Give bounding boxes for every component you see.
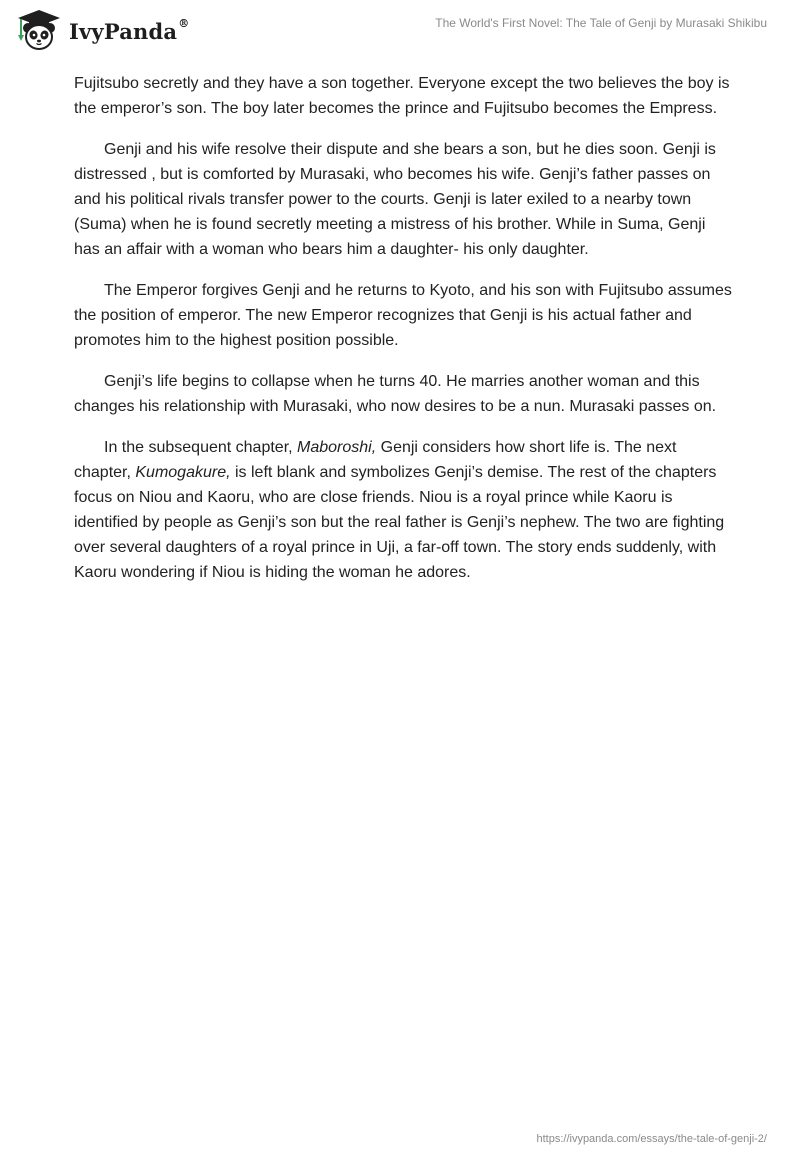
chapter-title-kumogakure: Kumogakure, [135, 464, 231, 481]
paragraph-5-text-1: In the subsequent chapter, [104, 439, 298, 456]
paragraph-5-text-2: Genji considers how short life is. The next chapter, [74, 439, 677, 481]
paragraph-4: Genji’s life begins to collapse when he turns 40. He marries another woman and this changes his relationship with Murasaki, who now desires to be a nun. Murasaki passes on. [74, 373, 717, 415]
paragraph-5-text-3: is left blank and symbolizes Genji’s demise. The rest of the chapters focus on Niou and Kaoru, who are close friends. Niou is a royal prince while Kaoru is identified by people as Genji’s son but the real father is Genji’s nephew. The two are fighting over several daughters of a royal prince in Uji, a far-off town. The story ends suddenly, with Kaoru wondering if Niou is hiding the woman he adores. [74, 464, 725, 581]
registered-mark: ® [178, 16, 190, 30]
document-title: The World's First Novel: The Tale of Genji by Murasaki Shikibu [435, 16, 767, 30]
paragraph-3: The Emperor forgives Genji and he returns to Kyoto, and his son with Fujitsubo assumes the position of emperor. The new Emperor recognizes that Genji is his actual father and promotes him to the highest position possible. [74, 282, 732, 349]
brand-name: IvyPanda® [69, 16, 190, 44]
paragraph-5 [74, 435, 734, 585]
chapter-title-maboroshi: Maboroshi, [297, 439, 377, 456]
page-header [0, 0, 800, 60]
source-url[interactable]: https://ivypanda.com/essays/the-tale-of-genji-2/ [536, 1133, 767, 1145]
essay-body [74, 71, 734, 601]
brand-logo[interactable] [16, 8, 189, 52]
panda-graduation-cap-icon [16, 8, 62, 52]
paragraph-2: Genji and his wife resolve their dispute and she bears a son, but he dies soon. Genji is distressed , but is comforted by Murasaki, who becomes his wife. Genji’s father passes on and his political rivals transfer power to the courts. Genji is later exiled to a nearby town (Suma) when he is found secretly meeting a mistress of his brother. While in Suma, Genji has an affair with a woman who bears him a daughter- his only daughter. [74, 141, 716, 258]
paragraph-1: Fujitsubo secretly and they have a son together. Everyone except the two believes the boy is the emperor’s son. The boy later becomes the prince and Fujitsubo becomes the Empress. [74, 75, 730, 117]
